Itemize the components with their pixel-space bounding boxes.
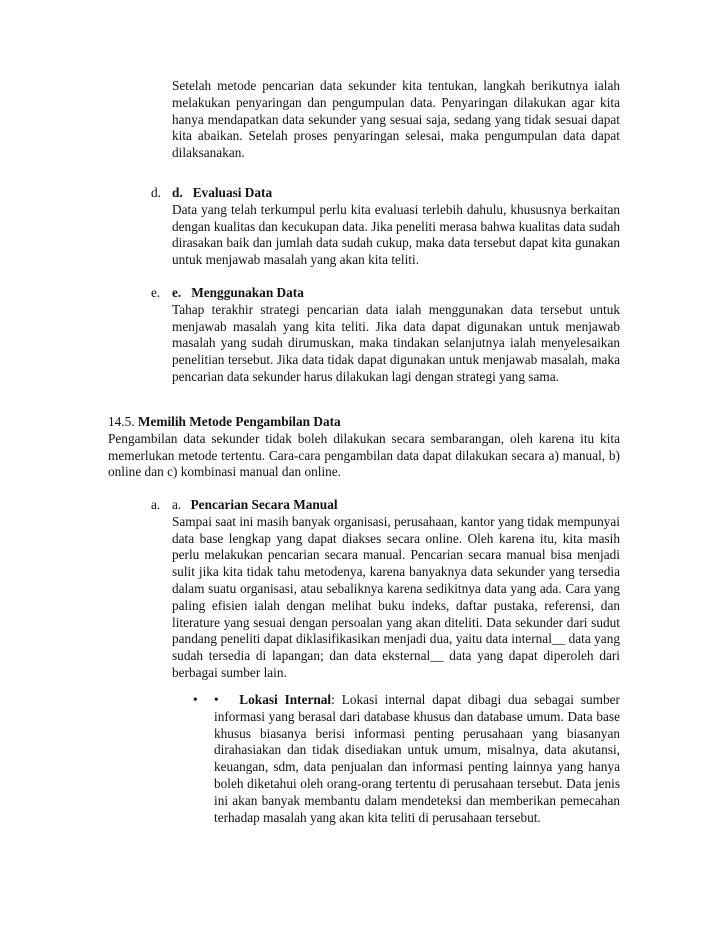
evaluasi-data-body: Data yang telah terkumpul perlu kita evaluasi terlebih dahulu, khususnya berkaitan dengan kualitas dan kecukupan data. Jika peneliti merasa bahwa kualitas data sudah dirasakan baik dan jumlah data sudah cukup, maka data tersebut dapat kita gunakan untuk menjawab masalah yang akan kita teliti. bbox=[172, 201, 620, 268]
bullet-inner-marker: • bbox=[214, 692, 219, 707]
list-item-e bbox=[172, 285, 620, 386]
list-item-d bbox=[172, 185, 620, 269]
heading-menggunakan-data: e. Menggunakan Data bbox=[172, 285, 304, 300]
menggunakan-data-body: Tahap terakhir strategi pencarian data ialah menggunakan data tersebut untuk menjawab masalah yang kita teliti. Jika data dapat digunakan untuk menjawab masalah yang sudah dirumuskan, maka tindakan selanjutnya ialah menyelesaikan penelitian tersebut. Jika data tidak dapat digunakan untuk menjawab masalah, maka pencarian data sekunder harus dilakukan lagi dengan strategi yang sama. bbox=[172, 301, 620, 384]
bullet-lokasi-internal bbox=[214, 692, 620, 826]
heading-pencarian-manual: Pencarian Secara Manual bbox=[190, 497, 338, 512]
bullet-marker: • bbox=[193, 692, 198, 707]
list-marker-d: d. bbox=[151, 185, 161, 200]
section-body: Pengambilan data sekunder tidak boleh dilakukan secara sembarangan, oleh karena itu kita memerlukan metode tertentu. Cara-cara pengambilan data dapat dilakukan secara a) manual, b) online dan c) kombinasi manual dan online. bbox=[108, 430, 620, 480]
list-item-a bbox=[172, 497, 620, 682]
heading-pencarian-manual-line bbox=[172, 497, 620, 514]
intro-paragraph: Setelah metode pencarian data sekunder kita tentukan, langkah berikutnya ialah melakukan penyaringan dan pengumpulan data. Penyaringan dilakukan agar kita hanya mendapatkan data sekunder yang sesuai saja, sedang yang tidak sesuai dapat kita abaikan. Setelah proses penyaringan selesai, maka pengumpulan data dapat dilaksanakan. bbox=[172, 78, 620, 161]
list-marker-a: a. bbox=[151, 497, 161, 512]
lokasi-internal-text: : Lokasi internal dapat dibagi dua sebagai sumber informasi yang berasal dari database khusus dan database umum. Data base khusus biasanya berisi informasi penting perusahaan yang biasanyan dirahasiakan dan tidak disediakan untuk umum, misalnya, data akutansi, keuangan, sdm, data penjualan dan informasi penting lainnya yang hanya boleh diketahui oleh orang-orang tertentu di perusahaan tersebut. Data jenis ini akan banyak membantu dalam mendeteksi dan memberikan pemecahan terhadap masalah yang akan kita teliti di perusahaan tersebut. bbox=[214, 692, 620, 825]
section-number: 14.5. bbox=[108, 414, 135, 429]
pencarian-manual-body: Sampai saat ini masih banyak organisasi, perusahaan, kantor yang tidak mempunyai data base lengkap yang dapat diakses secara online. Oleh karena itu, kita masih perlu melakukan pencarian secara manual. Pencarian secara manual bisa menjadi sulit jika kita tidak tahu metodenya, karena banyaknya data sekunder yang tersedia dalam suatu organisasi, atau sebaliknya karena sedikitnya data yang ada. Cara yang paling efisien ialah dengan melihat buku indeks, daftar pustaka, referensi, dan literature yang sesuai dengan persoalan yang akan diteliti. Data sekunder dari sudut pandang peneliti dapat diklasifikasikan menjadi dua, yaitu data internal__ data yang sudah tersedia di lapangan; dan data eksternal__ data yang dapat diperoleh dari berbagai sumber lain. bbox=[172, 513, 620, 680]
lokasi-internal-term: Lokasi Internal bbox=[239, 692, 332, 707]
heading-evaluasi-data: d. Evaluasi Data bbox=[172, 185, 273, 200]
section-heading bbox=[108, 414, 620, 431]
section-title: Memilih Metode Pengambilan Data bbox=[137, 414, 341, 429]
list-marker-e: e. bbox=[151, 285, 161, 300]
heading-prefix-a: a. bbox=[172, 497, 182, 512]
section-14-5 bbox=[108, 414, 620, 481]
